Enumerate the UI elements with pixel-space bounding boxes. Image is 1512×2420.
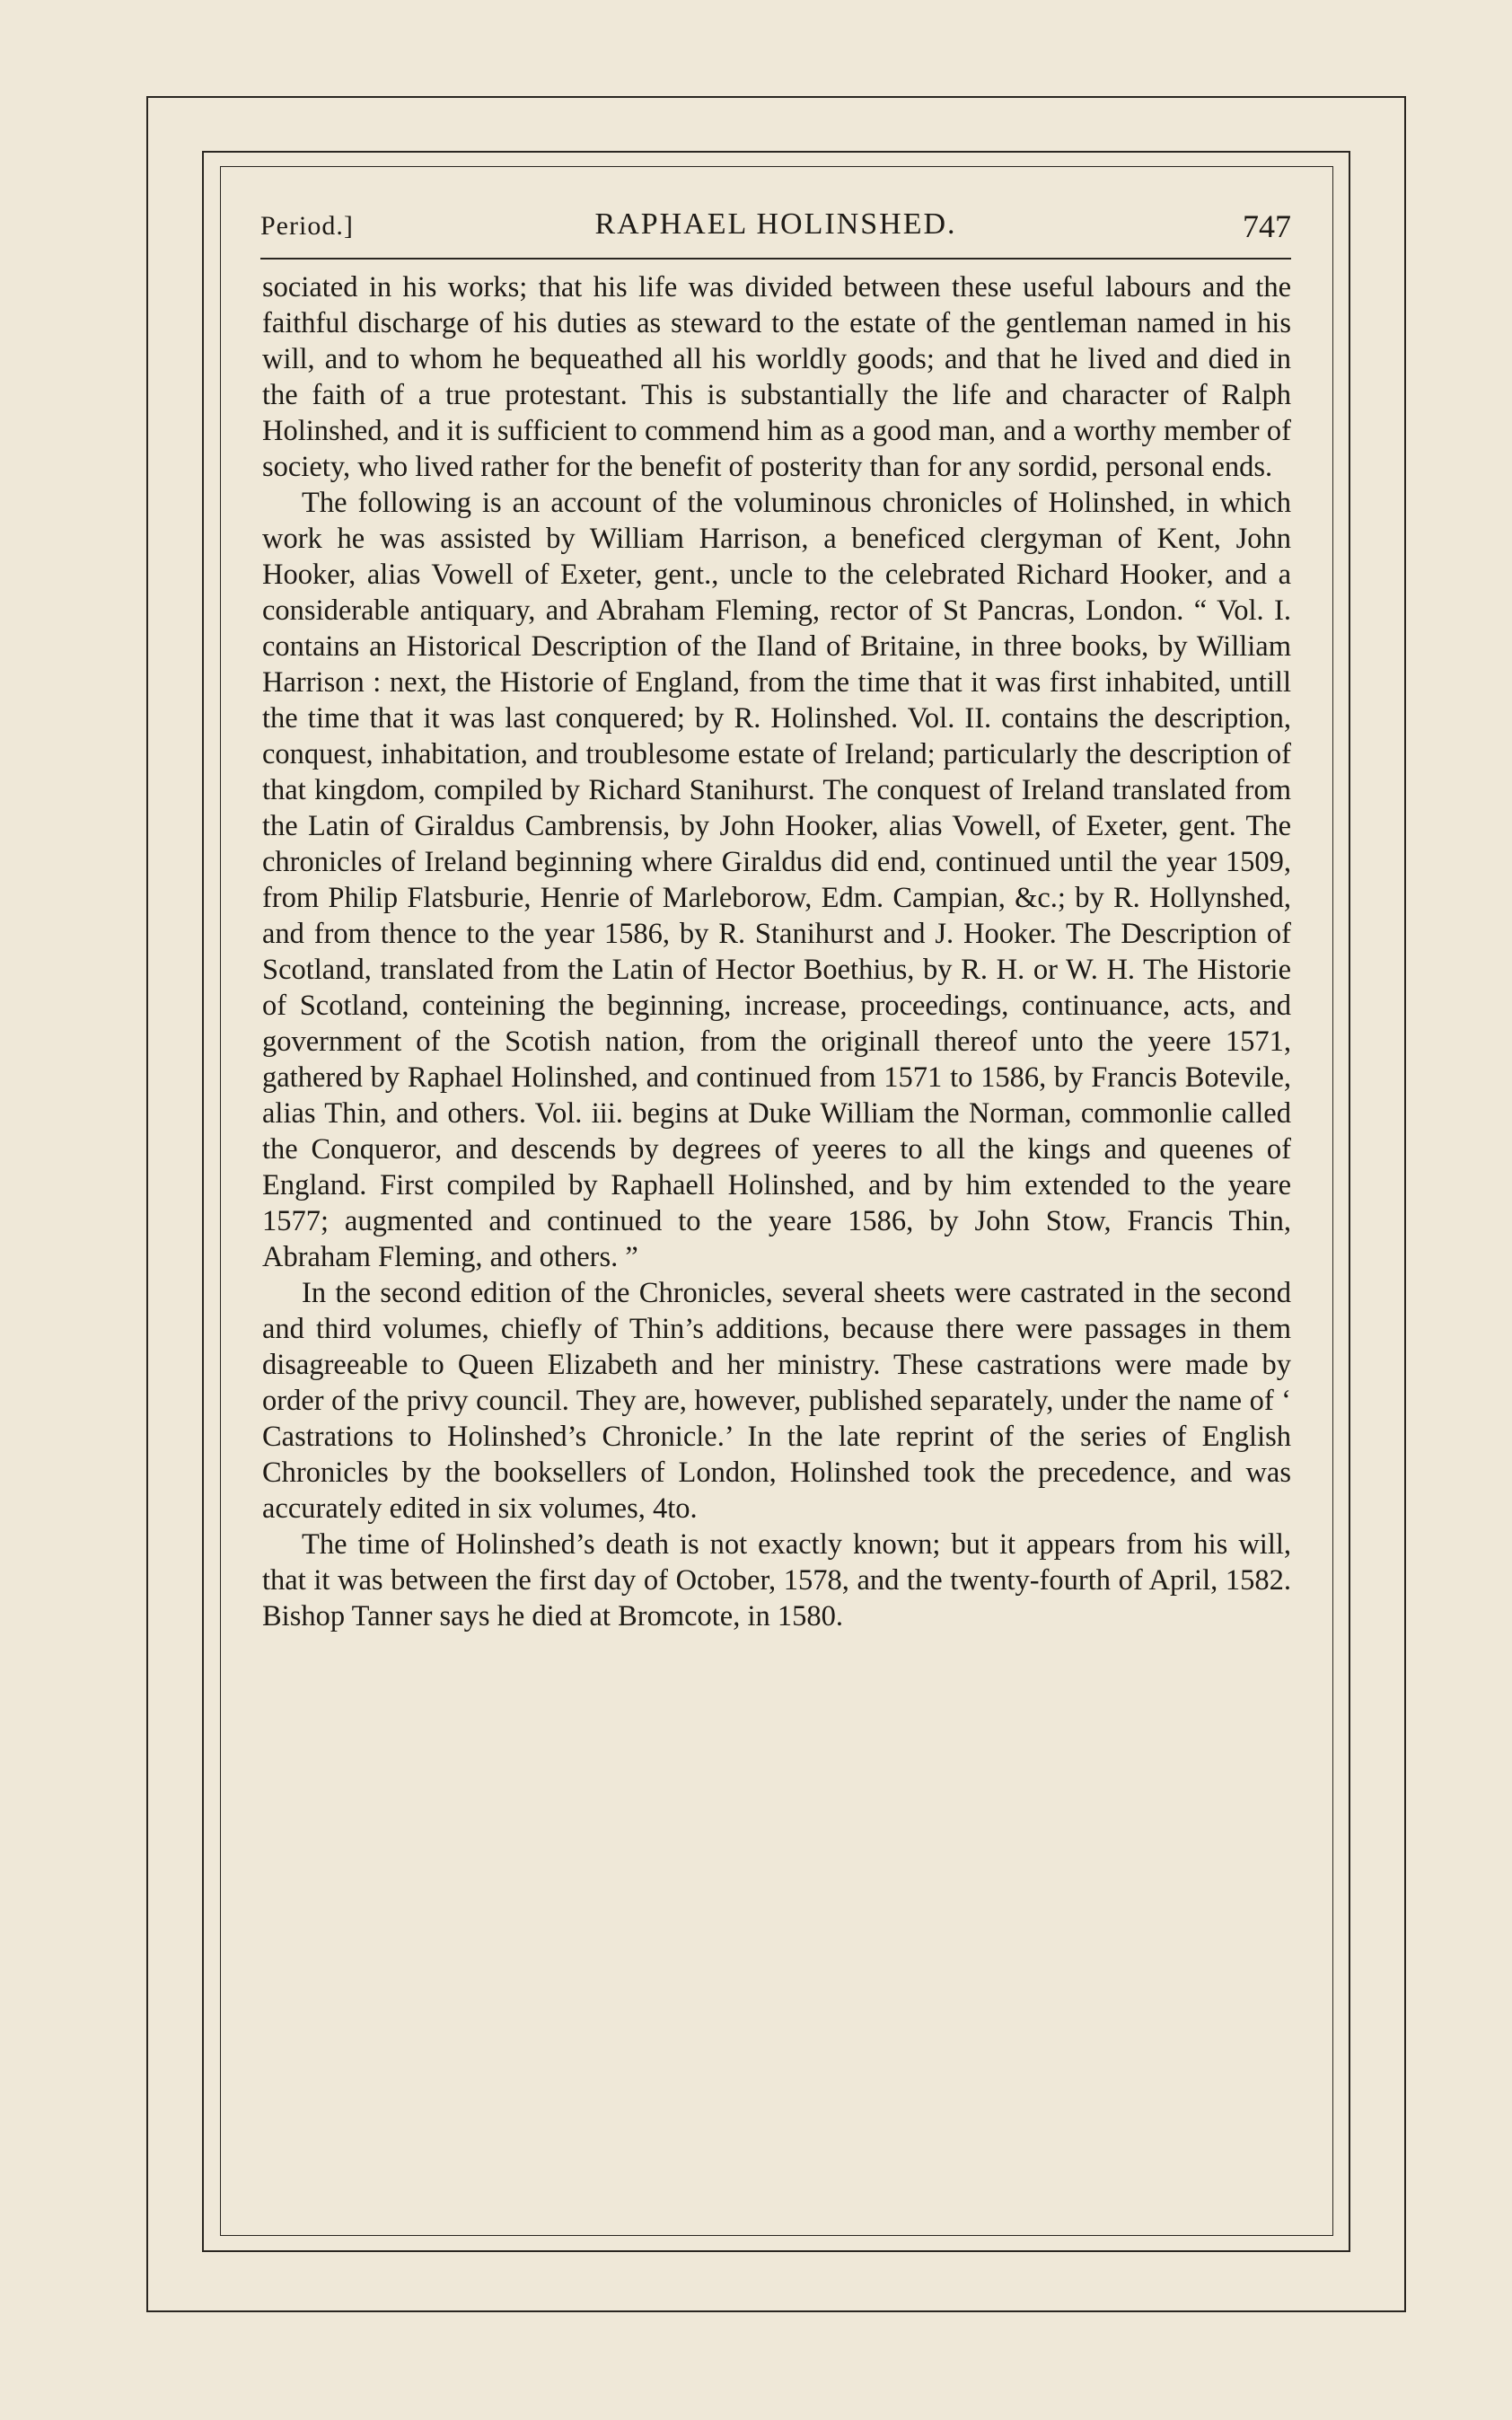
paragraph-castrations: In the second edition of the Chronicles, several sheets were castrated in the second and third volumes, chiefly of Thin’s additions, because there were passages in them disagreeable to Queen Elizabeth and her ministry. These castrations were made by order of the privy council. They are, however, published separately, under the name of ‘ Castrations to Holinshed’s Chronicle.’ In the late reprint of the series of English Chronicles by the booksellers of London, Holinshed took the precedence, and was accurately edited in six volumes, 4to. (262, 1277, 1291, 1525)
page-number: 747 (1243, 208, 1291, 244)
paragraph-death: The time of Holinshed’s death is not exactly known; but it appears from his will, that it was between the first day of October, 1578, and the twenty-fourth of April, 1582. Bishop Tanner says he died at Bromcote, in 1580. (262, 1528, 1291, 1632)
body-text (262, 269, 1291, 1634)
running-header-period: Period.] (260, 211, 354, 241)
running-header-title: RAPHAEL HOLINSHED. (594, 207, 957, 241)
paragraph-chronicles-account: The following is an account of the voluminous chronicles of Holinshed, in which work he was assisted by William Harrison, a beneficed clergyman of Kent, John Hooker, alias Vowell of Exeter, gent., uncle to the celebrated Richard Hooker, and a considerable antiquary, and Abraham Fleming, rector of St Pancras, London. “ Vol. I. contains an Historical Description of the Iland of Britaine, in three books, by William Harrison : next, the Historie of England, from the time that it was first inhabited, untill the time that it was last conquered; by R. Holinshed. Vol. II. contains the description, conquest, inhabitation, and troublesome estate of Ireland; particularly the description of that kingdom, compiled by Richard Stanihurst. The conquest of Ireland translated from the Latin of Giraldus Cambrensis, by John Hooker, alias Vowell, of Exeter, gent. The chronicles of Ireland beginning where Giraldus did end, continued until the year 1509, from Philip Flatsburie, Henrie of Marleborow, Edm. Campian, &c.; by R. Hollynshed, and from thence to the year 1586, by R. Stanihurst and J. Hooker. The Description of Scotland, translated from the Latin of Hector Boethius, by R. H. or W. H. The Historie of Scotland, conteining the beginning, increase, proceedings, continuance, acts, and government of the Scotish nation, from the originall thereof unto the yeere 1571, gathered by Raphael Holinshed, and continued from 1571 to 1586, by Francis Botevile, alias Thin, and others. Vol. iii. begins at Duke William the Norman, commonlie called the Conqueror, and descends by degrees of yeeres to all the kings and queenes of England. First compiled by Raphaell Holinshed, and by him extended to the yeare 1577; augmented and continued to the yeare 1586, by John Stow, Francis Thin, Abraham Fleming, and others. ” (262, 487, 1291, 1273)
header-rule (260, 258, 1291, 260)
paragraph-continuation: sociated in his works; that his life was divided between these useful labours and the faithful discharge of his duties as steward to the estate of the gentleman named in his will, and to whom he bequeathed all his worldly goods; and that he lived and died in the faith of a true protestant. This is substantially the life and character of Ralph Holinshed, and it is sufficient to commend him as a good man, and a worthy member of society, who lived rather for the benefit of posterity than for any sordid, personal ends. (262, 271, 1291, 483)
running-header (260, 202, 1291, 254)
